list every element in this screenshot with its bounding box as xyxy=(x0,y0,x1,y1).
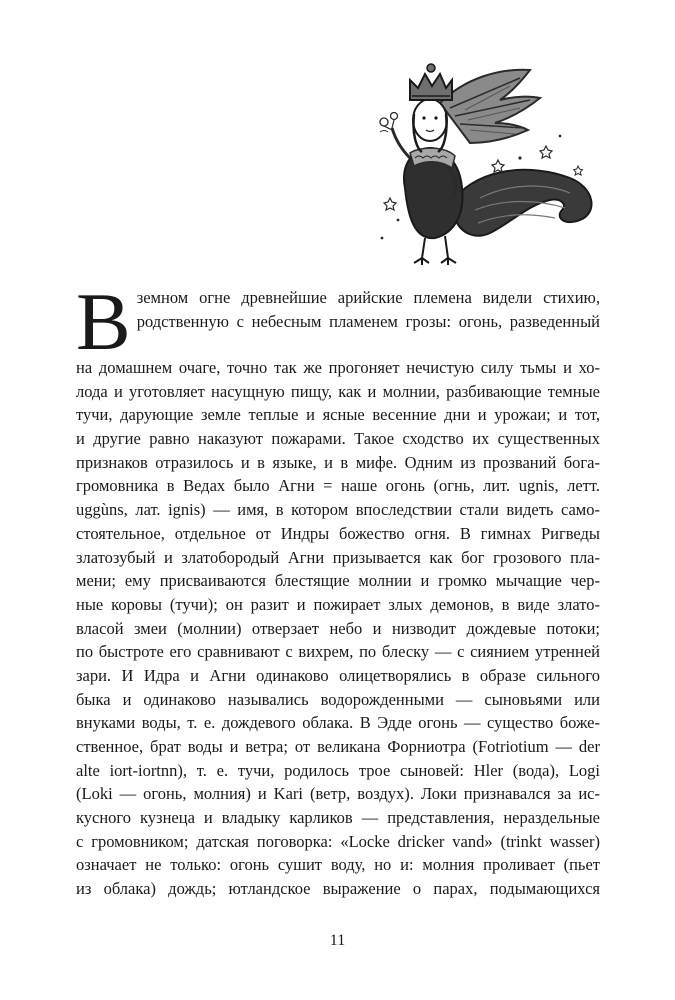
text-line: uggùns, лат. ignis) — имя, в котором впоследствии стали видеть само- xyxy=(76,500,600,520)
text-line: по быстроте его сравнивают с вихрем, по блеску — с сиянием утренней xyxy=(76,642,600,662)
legs-icon xyxy=(414,236,456,265)
text-line: alte iort-iortnn), т. е. тучи, родилось трое сыновей: Hler (вода), Logi xyxy=(76,760,600,780)
text-line: родственную с небесным пламенем грозы: огонь, разведенный xyxy=(136,311,600,331)
page-number: 11 xyxy=(329,932,346,949)
wing-icon xyxy=(440,70,540,143)
siren-illustration xyxy=(370,48,600,278)
text-line: лода и уготовляет насущную пищу, как и молнии, разбивающие темные xyxy=(76,381,600,401)
siren-bird-icon xyxy=(370,48,600,278)
text-line: признаков отразилось и в языке, и в мифе. Одним из прозваний бога- xyxy=(76,452,600,472)
text-line: (Loki — огонь, молния) и Kari (ветр, воздух). Локи признавался за ис- xyxy=(76,784,600,804)
text-line: власой змеи (молнии) отверзает небо и низводит дождевые потоки; xyxy=(76,618,600,638)
text-line: тучи, дарующие земле теплые и ясные весенние дни и урожаи; и тот, xyxy=(76,405,600,425)
text-line: внуками воды, т. е. дождевого облака. В Эдде огонь — существо боже- xyxy=(76,713,600,733)
text-line: с громовником; датская поговорка: «Locke dricker vand» (trinkt wasser) xyxy=(76,831,600,851)
text-line: ные коровы (тучи); он разит и пожирает злых демонов, в виде злато- xyxy=(76,594,600,614)
text-line: кусного кузнеца и владыку карликов — представления, нераздельные xyxy=(76,808,600,828)
text-line: зари. И Идра и Агни одинаково олицетворялись в образе сильного xyxy=(76,665,600,685)
tail-icon xyxy=(455,170,591,236)
text-line: на домашнем очаге, точно так же прогоняет нечистую силу тьмы и хо- xyxy=(76,358,600,377)
text-line: златозубый и златобородый Агни призывается как бог грозового пла- xyxy=(76,547,600,567)
text-line: ственное, брат воды и ветра; от великана Форниотра (Fotriotium — der xyxy=(76,737,600,756)
text-line: мени; ему присваиваются блестящие молнии и громко мычащие чер- xyxy=(76,571,600,591)
text-line: означает не только: огонь сушит воду, но и: молния проливает (пьет xyxy=(76,855,600,875)
text-line: из облака) дождь; ютландское выражение о парах, подымающихся xyxy=(76,879,600,899)
text-line: громовника в Ведах было Агни = наше огонь (огнь, лит. ugnis, летт. xyxy=(76,476,600,496)
text-line: стоятельное, отдельное от Индры божество огня. В гимнах Ригведы xyxy=(76,523,600,543)
text-line: быка и одинаково назывались водорожденными — сыновьями или xyxy=(76,689,600,709)
crown-icon xyxy=(410,64,452,100)
article-body xyxy=(76,276,600,901)
head-icon xyxy=(413,99,447,152)
drop-cap: В xyxy=(76,276,131,367)
flower-icon xyxy=(380,113,398,133)
text-line: и другие равно наказуют пожарами. Такое сходство их существенных xyxy=(76,429,600,449)
text-line: земном огне древнейшие арийские племена видели стихию, xyxy=(136,288,600,307)
